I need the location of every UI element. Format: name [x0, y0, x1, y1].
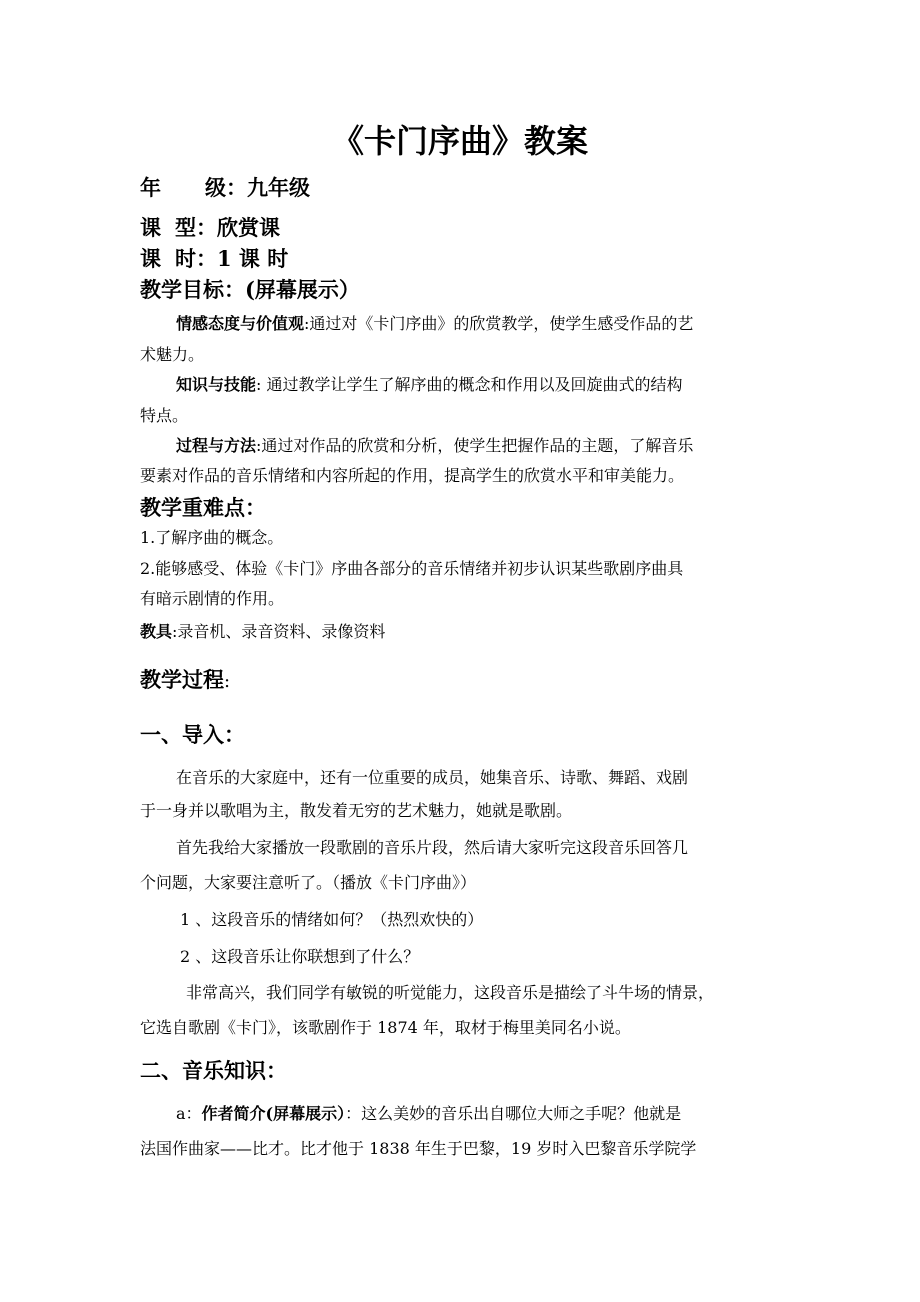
emotion-text: :通过对《卡门序曲》的欣赏教学，使学生感受作品的艺 [304, 314, 694, 333]
section1-p3-cont: 它选自歌剧《卡门》，该歌剧作于 1874 年，取材于梅里美同名小说。 [140, 1018, 631, 1037]
section1-p2-cont: 个问题，大家要注意听了。（播放《卡门序曲》） [140, 873, 477, 892]
objective-emotion [176, 311, 693, 334]
tools-label: 教具 [140, 622, 173, 641]
tools-value: :录音机、录音资料、录像资料 [172, 622, 386, 641]
hours-value: 1 课 时 [217, 246, 289, 271]
hours-line [140, 243, 288, 273]
type-line [140, 212, 280, 242]
section1-question-2: 2 、这段音乐让你联想到了什么？ [180, 947, 420, 966]
type-label-b: 型： [175, 215, 217, 240]
objective-method [176, 433, 693, 456]
grade-line [140, 172, 310, 202]
hours-label-a: 课 [140, 246, 161, 271]
skill-label: 知识与技能 [176, 375, 257, 394]
emotion-label: 情感态度与价值观 [176, 314, 305, 333]
key-point-2: 2.能够感受、体验《卡门》序曲各部分的音乐情绪并初步认识某些歌剧序曲具 [140, 559, 684, 578]
key-point-1: 1.了解序曲的概念。 [140, 528, 284, 547]
objective-skill-cont: 特点。 [140, 406, 189, 425]
method-text: :通过对作品的欣赏和分析，使学生把握作品的主题，了解音乐 [256, 436, 694, 455]
objectives-heading: 教学目标：(屏幕展示） [140, 277, 360, 302]
method-label: 过程与方法 [176, 436, 257, 455]
section1-p1: 在音乐的大家庭中，还有一位重要的成员，她集音乐、诗歌、舞蹈、戏剧 [176, 768, 689, 787]
section1-heading: 一、导入： [140, 722, 245, 747]
hours-label-b: 时： [175, 246, 217, 271]
skill-text: : 通过教学让学生了解序曲的概念和作用以及回旋曲式的结构 [256, 375, 683, 394]
objective-emotion-cont: 术魅力。 [140, 345, 205, 364]
type-label-a: 课 [140, 215, 161, 240]
key-point-2-cont: 有暗示剧情的作用。 [140, 589, 285, 608]
author-text: ：这么美妙的音乐出自哪位大师之手呢？他就是 [345, 1104, 682, 1123]
process-heading-text: 教学过程 [140, 667, 224, 692]
section2-heading: 二、音乐知识： [140, 1058, 287, 1083]
section1-p2: 首先我给大家播放一段歌剧的音乐片段，然后请大家听完这段音乐回答几 [176, 838, 689, 857]
objective-skill [176, 372, 683, 395]
grade-value: 九年级 [247, 175, 310, 200]
grade-label-a: 年 [140, 175, 161, 200]
section1-p1-cont: 于一身并以歌唱为主，散发着无穷的艺术魅力，她就是歌剧。 [140, 801, 573, 820]
section1-p3: 非常高兴，我们同学有敏锐的听觉能力，这段音乐是描绘了斗牛场的情景， [186, 983, 715, 1002]
tools-line [140, 619, 385, 642]
key-points-heading: 教学重难点： [140, 495, 266, 520]
author-label: 作者简介(屏幕展示） [201, 1104, 346, 1123]
grade-label-b: 级： [205, 175, 247, 200]
process-heading [140, 664, 230, 694]
objective-method-cont: 要素对作品的音乐情绪和内容所起的作用，提高学生的欣赏水平和审美能力。 [140, 466, 685, 485]
section1-question-1: 1 、这段音乐的情绪如何？（热烈欢快的） [180, 910, 484, 929]
process-heading-colon: : [224, 671, 231, 692]
author-prefix: a： [176, 1104, 202, 1123]
document-title: 《卡门序曲》教案 [331, 122, 588, 160]
section2-author [176, 1101, 681, 1124]
section2-author-cont: 法国作曲家——比才。比才他于 1838 年生于巴黎，19 岁时入巴黎音乐学院学 [140, 1139, 697, 1158]
type-value: 欣赏课 [217, 215, 280, 240]
